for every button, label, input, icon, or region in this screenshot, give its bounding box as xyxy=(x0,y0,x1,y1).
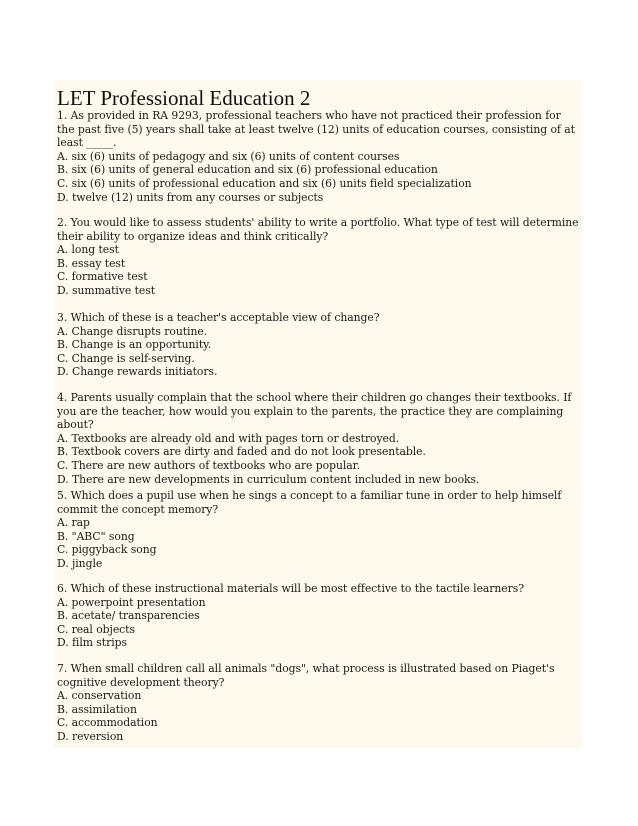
answer-option: B. Change is an opportunity. xyxy=(57,338,212,352)
answer-option: B. assimilation xyxy=(57,702,137,716)
question-stem: 4. Parents usually complain that the school where their children go changes their textbooks. If you are the teacher, how would you explain to the parents, the practice they are complaining about? xyxy=(57,391,572,432)
document-title: LET Professional Education 2 xyxy=(57,86,311,110)
answer-option: A. rap xyxy=(57,516,90,530)
question-6 xyxy=(57,582,581,650)
answer-option: A. Change disrupts routine. xyxy=(57,324,208,338)
question-stem: 5. Which does a pupil use when he sings a concept to a familiar tune in order to help himself commit the concept memory? xyxy=(57,489,562,516)
answer-option: B. six (6) units of general education and six (6) professional education xyxy=(57,163,438,177)
answer-option: C. real objects xyxy=(57,622,135,636)
question-stem: 1. As provided in RA 9293, professional teachers who have not practiced their profession for the past five (5) years shall take at least twelve (12) units of education courses, consisting of at least _____. xyxy=(57,109,575,150)
question-stem: 2. You would like to assess students' ability to write a portfolio. What type of test will determine their ability to organize ideas and think critically? xyxy=(57,216,579,243)
answer-option: A. powerpoint presentation xyxy=(57,595,206,609)
question-4 xyxy=(57,391,581,486)
answer-option: A. long test xyxy=(57,243,119,257)
answer-option: A. Textbooks are already old and with pages torn or destroyed. xyxy=(57,431,400,445)
answer-option: D. Change rewards initiators. xyxy=(57,365,218,379)
answer-option: B. acetate/ transparencies xyxy=(57,609,200,623)
answer-option: A. six (6) units of pedagogy and six (6) units of content courses xyxy=(57,149,400,163)
answer-option: B. essay test xyxy=(57,256,126,270)
answer-option: D. summative test xyxy=(57,283,156,297)
answer-option: C. formative test xyxy=(57,270,148,284)
answer-option: D. jingle xyxy=(57,556,103,570)
answer-option: B. Textbook covers are dirty and faded and do not look presentable. xyxy=(57,445,426,459)
question-stem: 7. When small children call all animals "dogs", what process is illustrated based on Piaget's cognitive development theory? xyxy=(57,662,555,689)
question-7 xyxy=(57,662,581,744)
question-5 xyxy=(57,489,581,571)
answer-option: C. Change is self-serving. xyxy=(57,351,195,365)
question-2 xyxy=(57,216,581,298)
answer-option: C. six (6) units of professional education and six (6) units field specialization xyxy=(57,176,472,190)
answer-option: B. "ABC" song xyxy=(57,529,135,543)
answer-option: C. piggyback song xyxy=(57,543,157,557)
question-stem: 6. Which of these instructional materials will be most effective to the tactile learners? xyxy=(57,582,524,595)
answer-option: C. accommodation xyxy=(57,716,158,730)
answer-option: C. There are new authors of textbooks who are popular. xyxy=(57,458,360,472)
answer-option: D. twelve (12) units from any courses or subjects xyxy=(57,190,324,204)
question-3 xyxy=(57,311,581,379)
answer-option: A. conservation xyxy=(57,689,142,703)
question-stem: 3. Which of these is a teacher's acceptable view of change? xyxy=(57,311,380,324)
question-1 xyxy=(57,109,581,204)
answer-option: D. film strips xyxy=(57,636,127,650)
answer-option: D. reversion xyxy=(57,729,124,743)
answer-option: D. There are new developments in curriculum content included in new books. xyxy=(57,472,480,486)
